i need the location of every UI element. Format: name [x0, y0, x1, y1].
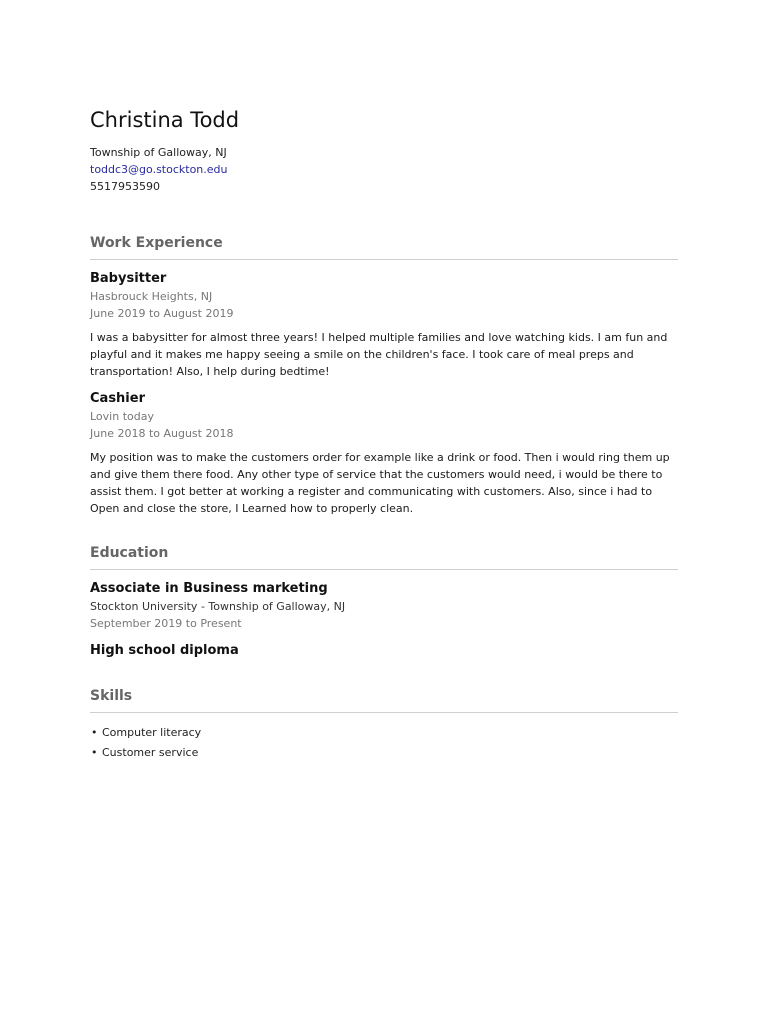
work-experience-section	[90, 233, 678, 517]
skills-heading: Skills	[90, 688, 133, 704]
education-section	[90, 543, 678, 660]
skills-list	[90, 723, 678, 763]
section-divider	[90, 712, 678, 713]
job-description: My position was to make the customers order for example like a drink or food. Then i would ring them up and give them there food. Any other type of service that the customers would need, i would be there to assist them. I got better at working a register and communicating with customers. Also, since i had to Open and close the store, I Learned how to properly clean.	[90, 451, 670, 515]
contact-location: Township of Galloway, NJ	[90, 146, 227, 159]
job-entry	[90, 270, 678, 380]
job-title: Cashier	[90, 391, 145, 406]
job-dates: June 2019 to August 2019	[90, 307, 234, 320]
work-experience-heading: Work Experience	[90, 235, 223, 251]
contact-email-link[interactable]: toddc3@go.stockton.edu	[90, 163, 228, 176]
job-title: Babysitter	[90, 271, 167, 286]
job-description: I was a babysitter for almost three years! I helped multiple families and love watching kids. I am fun and playful and it makes me happy seeing a smile on the children's face. I took care of meal preps and transportation! Also, I help during bedtime!	[90, 331, 668, 378]
job-location: Hasbrouck Heights, NJ	[90, 290, 213, 303]
school-name: Stockton University - Township of Galloway, NJ	[90, 600, 346, 613]
contact-phone: 5517953590	[90, 180, 160, 193]
bullet-icon: •	[91, 726, 98, 739]
education-entry	[90, 642, 678, 660]
degree-title: Associate in Business marketing	[90, 581, 328, 596]
education-dates: September 2019 to Present	[90, 617, 242, 630]
skills-section	[90, 686, 678, 763]
education-heading: Education	[90, 545, 169, 561]
section-divider	[90, 569, 678, 570]
education-entry	[90, 580, 678, 632]
section-divider	[90, 259, 678, 260]
job-entry	[90, 390, 678, 517]
skill-item	[90, 723, 678, 743]
bullet-icon: •	[91, 746, 98, 759]
job-dates: June 2018 to August 2018	[90, 427, 234, 440]
skill-label: Customer service	[102, 746, 199, 759]
degree-title: High school diploma	[90, 643, 239, 658]
skill-label: Computer literacy	[102, 726, 202, 739]
resume-header	[90, 106, 678, 195]
candidate-name: Christina Todd	[90, 108, 240, 132]
skill-item	[90, 743, 678, 763]
job-location: Lovin today	[90, 410, 154, 423]
